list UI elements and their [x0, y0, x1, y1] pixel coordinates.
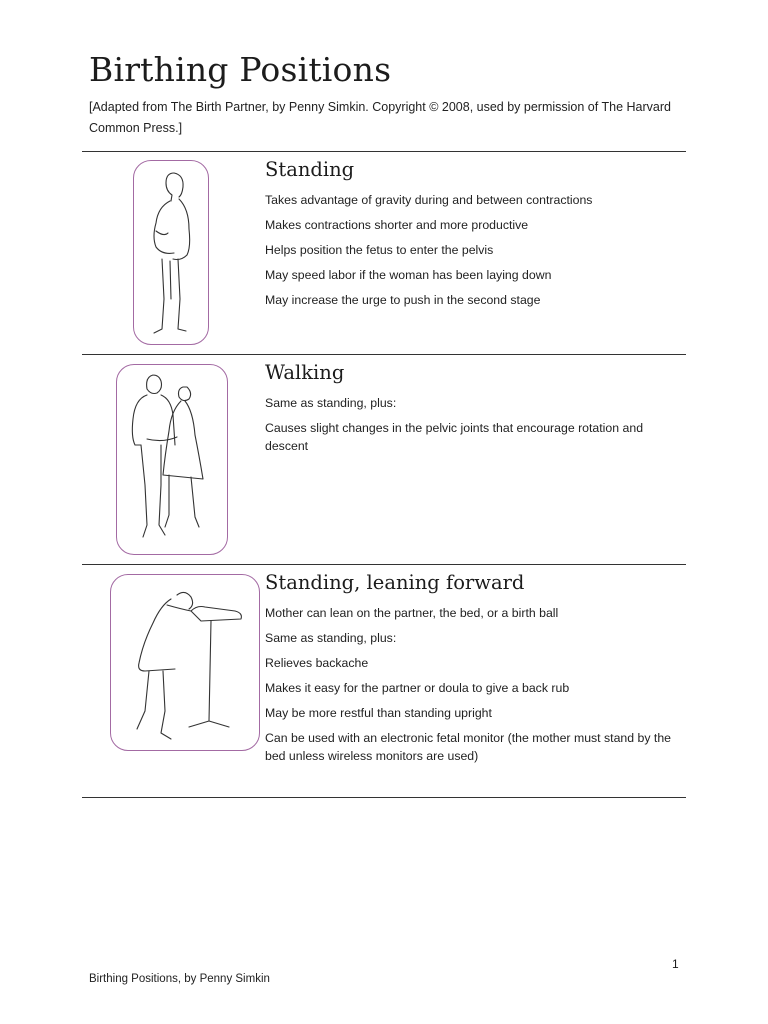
list-item: May be more restful than standing upright: [265, 706, 492, 720]
section-leaning-content: [265, 571, 685, 772]
page-title: Birthing Positions: [89, 50, 392, 89]
page-number: 1: [672, 957, 679, 971]
section-standing-content: [265, 158, 685, 316]
list-item: Same as standing, plus:: [265, 631, 397, 645]
list-item: Makes contractions shorter and more productive: [265, 218, 529, 232]
section-heading: Standing, leaning forward: [265, 571, 525, 594]
walking-figures-icon: [117, 365, 227, 554]
list-item: Relieves backache: [265, 656, 369, 670]
list-item: Can be used with an electronic fetal monitor (the mother must stand by the bed unless wireless monitors are used): [265, 731, 672, 763]
section-walking: [82, 355, 686, 564]
footer-text: Birthing Positions, by Penny Simkin: [89, 973, 270, 985]
list-item: Helps position the fetus to enter the pelvis: [265, 243, 494, 257]
attribution-note: [Adapted from The Birth Partner, by Penny Simkin. Copyright © 2008, used by permission of The Harvard Common Press.]: [89, 100, 671, 135]
list-item: May speed labor if the woman has been laying down: [265, 268, 552, 282]
list-item: Makes it easy for the partner or doula to give a back rub: [265, 681, 570, 695]
leaning-forward-illustration: [110, 574, 260, 751]
section-standing: [82, 152, 686, 354]
list-item: Causes slight changes in the pelvic joints that encourage rotation and descent: [265, 421, 644, 453]
divider-bottom: [82, 797, 686, 798]
leaning-figure-icon: [111, 575, 259, 750]
list-item: May increase the urge to push in the second stage: [265, 293, 541, 307]
list-item: Mother can lean on the partner, the bed, or a birth ball: [265, 606, 559, 620]
walking-couple-illustration: [116, 364, 228, 555]
standing-woman-illustration: [133, 160, 209, 345]
list-item: Same as standing, plus:: [265, 396, 397, 410]
list-item: Takes advantage of gravity during and between contractions: [265, 193, 593, 207]
section-heading: Standing: [265, 158, 355, 181]
section-leaning-forward: [82, 565, 686, 797]
section-heading: Walking: [265, 361, 345, 384]
section-walking-content: [265, 361, 685, 462]
standing-figure-icon: [134, 161, 208, 344]
